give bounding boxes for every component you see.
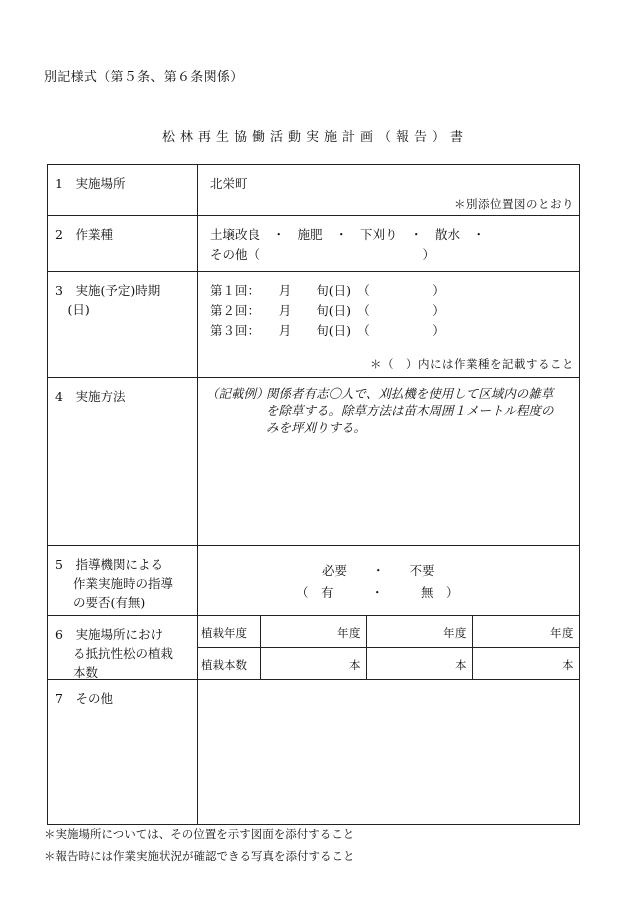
planting-label-line2: る抵抗性松の植栽 bbox=[73, 646, 174, 661]
row-guidance bbox=[48, 546, 580, 616]
planting-label-line1: 6 実施場所におけ bbox=[55, 627, 163, 642]
method-area[interactable] bbox=[198, 378, 580, 546]
row-other-label: 7 その他 bbox=[55, 691, 113, 706]
year-unit-2: 年度 bbox=[443, 626, 467, 640]
guidance-label-line1: 5 指導機関による bbox=[55, 557, 163, 572]
schedule-line-1[interactable]: 第１回： 月 旬(日) （ ） bbox=[210, 283, 445, 298]
planting-year-cell-2[interactable] bbox=[367, 616, 473, 648]
planting-year-header: 植栽年度 bbox=[201, 626, 247, 640]
count-unit-2: 本 bbox=[455, 658, 467, 672]
guidance-options[interactable]: 必要 ・ 不要 bbox=[322, 563, 435, 578]
footer-note-1: ＊実施場所については、その位置を示す図面を添付すること bbox=[44, 827, 355, 841]
row-method bbox=[48, 378, 580, 546]
count-unit-1: 本 bbox=[349, 658, 361, 672]
document-title: 松林再生協働活動実施計画（報告）書 bbox=[161, 130, 468, 145]
method-example-line2: を除草する。除草方法は苗木周囲１メートル程度の bbox=[266, 403, 554, 418]
footer-note-2: ＊報告時には作業実施状況が確認できる写真を添付すること bbox=[44, 849, 355, 863]
work-type-other[interactable]: その他（ ） bbox=[210, 247, 436, 262]
row-guidance-label bbox=[55, 555, 173, 612]
planting-count-cell-3[interactable] bbox=[473, 648, 580, 680]
row-location bbox=[48, 165, 580, 216]
guidance-label-line3: の要否(有無) bbox=[73, 595, 146, 610]
planting-count-cell-2[interactable] bbox=[367, 648, 473, 680]
year-unit-3: 年度 bbox=[550, 626, 574, 640]
guidance-yes-no[interactable]: （ 有 ・ 無 ） bbox=[296, 585, 459, 600]
schedule-label-line1: 3 実施(予定)時期 bbox=[55, 283, 161, 298]
row-schedule bbox=[48, 272, 580, 378]
work-type-options[interactable]: 土壌改良 ・ 施肥 ・ 下刈り ・ 散水 ・ bbox=[210, 227, 486, 242]
count-unit-3: 本 bbox=[562, 658, 574, 672]
other-area[interactable] bbox=[198, 680, 580, 825]
location-value[interactable]: 北栄町 bbox=[210, 176, 248, 191]
planting-year-cell-1[interactable] bbox=[261, 616, 367, 648]
year-unit-1: 年度 bbox=[337, 626, 361, 640]
guidance-label-line2: 作業実施時の指導 bbox=[73, 576, 174, 591]
form-label: 別記様式（第５条、第６条関係） bbox=[44, 70, 244, 85]
schedule-line-2[interactable]: 第２回： 月 旬(日) （ ） bbox=[210, 303, 445, 318]
schedule-label-line2: (日) bbox=[55, 302, 90, 317]
method-example-line1: 関係者有志〇人で、刈払機を使用して区域内の雑草 bbox=[266, 386, 554, 401]
method-example-line3: みを坪刈りする。 bbox=[266, 420, 367, 435]
row-location-label: 1 実施場所 bbox=[55, 176, 126, 191]
schedule-note: ＊（ ）内には作業種を記載すること bbox=[370, 357, 574, 371]
plan-table bbox=[47, 164, 580, 825]
row-planting-label bbox=[55, 625, 173, 682]
planting-count-header: 植栽本数 bbox=[201, 658, 247, 672]
planting-year-cell-3[interactable] bbox=[473, 616, 580, 648]
schedule-line-3[interactable]: 第３回： 月 旬(日) （ ） bbox=[210, 323, 445, 338]
location-note: ＊別添位置図のとおり bbox=[454, 197, 574, 211]
row-work-type-label: 2 作業種 bbox=[55, 227, 113, 242]
planting-label-line3: 本数 bbox=[73, 665, 99, 680]
row-planting-year bbox=[48, 616, 580, 648]
row-work-type bbox=[48, 216, 580, 272]
row-method-label: 4 実施方法 bbox=[55, 389, 126, 404]
planting-count-cell-1[interactable] bbox=[261, 648, 367, 680]
row-schedule-label bbox=[55, 281, 160, 319]
method-example-tag: （記載例） bbox=[206, 386, 269, 401]
row-other bbox=[48, 680, 580, 825]
